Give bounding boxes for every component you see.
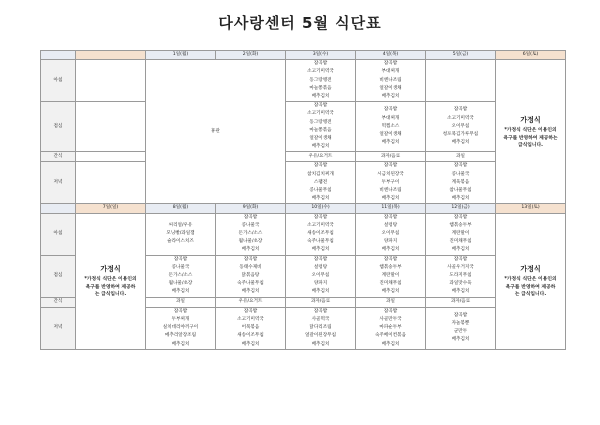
menu-item: *가정식 식단은 이용인의	[504, 277, 557, 283]
menu-cell	[286, 307, 356, 349]
day-header: 9일(화)	[216, 204, 286, 213]
menu-item: 청포묵김가루무침	[442, 131, 479, 137]
menu-item: 동그랑땡전	[309, 77, 332, 83]
day-header: 3일(수)	[286, 51, 356, 60]
home-meal-title: 가정식	[100, 265, 121, 274]
menu-item: 새송이조무침	[237, 333, 264, 339]
menu-item: 햄볶숭두부	[449, 222, 472, 228]
menu-item: 는 급식입니다.	[514, 292, 547, 298]
menu-item: 얼갈이생채	[379, 85, 402, 91]
menu-item: 배추김치	[451, 289, 470, 295]
empty-cell	[76, 60, 146, 102]
menu-item: 비엔나조림	[379, 77, 402, 83]
menu-item: 배추김치	[241, 289, 260, 295]
snack-cell: 과일	[426, 152, 496, 162]
menu-item: 설렁탕	[383, 222, 398, 228]
menu-item: 배추김치	[381, 247, 400, 253]
menu-cell	[426, 162, 496, 204]
menu-item: 진미채무침	[449, 239, 472, 245]
menu-item: 잡곡밥	[453, 312, 468, 318]
menu-item: 잡곡밥	[453, 256, 468, 262]
menu-item: 배추김치	[451, 337, 470, 343]
menu-item: 오이무침	[451, 123, 470, 129]
week1-snack-row	[41, 152, 566, 162]
home-meal-desc	[76, 276, 145, 299]
menu-item: 소고기미역국	[237, 316, 264, 322]
menu-item: 는 급식입니다.	[94, 292, 127, 298]
menu-cell	[426, 307, 496, 349]
day-header	[76, 51, 146, 60]
menu-item: 떡찜소스	[381, 123, 400, 129]
menu-cell	[216, 255, 286, 297]
home-meal-desc	[496, 276, 565, 299]
menu-item: 배추김치	[171, 341, 190, 347]
menu-item: 배추김치	[311, 196, 330, 202]
page-title: 다사랑센터 5월 식단표	[218, 14, 382, 32]
home-meal-note	[496, 60, 566, 204]
menu-item: 잡곡밥	[453, 107, 468, 113]
menu-item: 소고기미역국	[447, 115, 474, 121]
day-header: 6일(토)	[496, 51, 566, 60]
menu-cell	[356, 307, 426, 349]
corner-cell	[41, 204, 76, 213]
week1-dinner-row	[41, 162, 566, 204]
menu-item: 배추김치	[451, 196, 470, 202]
menu-cell	[426, 102, 496, 152]
menu-item: 마늘쫑볶음	[309, 85, 332, 91]
menu-item: 배추김치	[311, 341, 330, 347]
menu-item: 잡곡밥	[313, 308, 328, 314]
menu-item: 돈가스/소스	[168, 273, 193, 279]
menu-item: 잡곡밥	[383, 163, 398, 169]
menu-item: 동태수제비	[239, 264, 262, 270]
snack-cell: 우유/요거트	[286, 152, 356, 162]
menu-item: 배추김치	[311, 247, 330, 253]
menu-item: 배추김치	[241, 247, 260, 253]
menu-item: 스팸전	[313, 179, 328, 185]
menu-cell	[216, 307, 286, 349]
menu-item: 닭다리조림	[309, 325, 332, 331]
holiday-label: 휴관	[146, 60, 286, 204]
home-meal-note	[496, 213, 566, 349]
menu-item: 얼갈이생채	[309, 136, 332, 142]
snack-cell: 과일	[146, 297, 216, 307]
menu-item: 잡곡밥	[383, 61, 398, 67]
menu-item: 월나물/초장	[238, 239, 263, 245]
menu-item: 배추김치	[311, 144, 330, 150]
menu-item: 잡곡밥	[243, 308, 258, 314]
menu-item: 얼갈이생채	[379, 131, 402, 137]
menu-item: 잡곡밥	[313, 103, 328, 109]
week1-lunch-row	[41, 102, 566, 152]
menu-item: 잡곡밥	[313, 61, 328, 67]
menu-item: 사골우거지국	[447, 264, 474, 270]
menu-cell	[286, 213, 356, 255]
menu-item: 마늘쫑볶음	[309, 127, 332, 133]
menu-item: 잡곡밥	[313, 214, 328, 220]
menu-item: 콩나물국	[171, 264, 190, 270]
menu-item: 잡곡밥	[173, 256, 188, 262]
row-label-snack: 간식	[41, 152, 76, 162]
day-header: 12일(금)	[426, 204, 496, 213]
day-header: 2일(화)	[216, 51, 286, 60]
menu-item: 과일맛수육	[449, 281, 472, 287]
menu-item: 숙주나물무침	[237, 281, 264, 287]
menu-item: 새송이조무침	[307, 231, 334, 237]
menu-item: 오이무침	[311, 273, 330, 279]
menu-item: 배추김치	[381, 140, 400, 146]
menu-item: 닭볶음탕	[241, 273, 260, 279]
menu-item: 잡곡밥	[453, 163, 468, 169]
row-label-lunch: 점심	[41, 255, 76, 297]
menu-cell	[426, 213, 496, 255]
menu-item: 배추김치	[241, 341, 260, 347]
menu-item: 계육볶음	[451, 179, 470, 185]
menu-item: 동그랑땡전	[309, 119, 332, 125]
day-header: 5일(금)	[426, 51, 496, 60]
snack-cell: 우유/요거트	[216, 297, 286, 307]
menu-item: 배추김치	[381, 94, 400, 100]
menu-item: 시금치된장국	[377, 171, 404, 177]
day-header: 11일(목)	[356, 204, 426, 213]
menu-item: 배추김치	[381, 341, 400, 347]
menu-cell	[356, 213, 426, 255]
menu-item: 콩나물국	[451, 171, 470, 177]
menu-item: 실치데리야끼구이	[162, 325, 199, 331]
empty-cell	[76, 162, 146, 204]
menu-item: 배추김치	[451, 247, 470, 253]
menu-item: 햄볶숭두부	[379, 264, 402, 270]
menu-item: 메추리알장조림	[164, 333, 197, 339]
menu-cell	[146, 213, 216, 255]
home-meal-title: 가정식	[520, 116, 541, 125]
menu-item: 참치김치찌개	[307, 171, 334, 177]
menu-item: 어묵볶음	[241, 325, 260, 331]
menu-cell	[286, 60, 356, 102]
day-header: 10일(수)	[286, 204, 356, 213]
row-label-breakfast: 아침	[41, 213, 76, 255]
menu-item: 배추김치	[311, 94, 330, 100]
menu-cell	[426, 255, 496, 297]
day-header: 4일(목)	[356, 51, 426, 60]
menu-item: 월나물/초장	[168, 281, 193, 287]
menu-item: 배추김치	[451, 140, 470, 146]
menu-item: 잡곡밥	[313, 163, 328, 169]
menu-item: 참나물무침	[449, 188, 472, 194]
menu-item: 돈가스/소스	[238, 231, 263, 237]
menu-item: 콩나물국	[241, 222, 260, 228]
menu-item: 계란말이	[381, 273, 400, 279]
day-header: 13일(토)	[496, 204, 566, 213]
empty-cell	[76, 152, 146, 162]
menu-cell	[216, 213, 286, 255]
week1-header-row	[41, 51, 566, 60]
row-label-dinner: 저녁	[41, 162, 76, 204]
menu-cell	[286, 102, 356, 152]
menu-item: 숙주나물무침	[307, 239, 334, 245]
menu-item: 배추김치	[381, 196, 400, 202]
menu-item: 배추김치	[311, 289, 330, 295]
snack-cell: 과자/음료	[356, 152, 426, 162]
row-label-lunch: 점심	[41, 102, 76, 152]
menu-item: *가정식 식단은 이용인의	[84, 277, 137, 283]
menu-item: 두부구이	[381, 179, 400, 185]
menu-item: 욕구를 반영하여 제공하	[85, 284, 136, 290]
menu-cell	[356, 102, 426, 152]
day-header: 7일(일)	[76, 204, 146, 213]
menu-item: 잡곡밥	[243, 214, 258, 220]
row-label-dinner: 저녁	[41, 307, 76, 349]
menu-item: 양파지	[313, 281, 328, 287]
menu-item: 콩나물무침	[309, 188, 332, 194]
menu-item: 사골만두국	[379, 316, 402, 322]
menu-cell	[146, 255, 216, 297]
snack-cell: 과일	[356, 297, 426, 307]
week2-breakfast-row	[41, 213, 566, 255]
menu-item: 잡곡밥	[383, 256, 398, 262]
corner-cell	[41, 51, 76, 60]
menu-item: 소고기미역국	[307, 69, 334, 75]
menu-item: 비엔나조림	[379, 188, 402, 194]
menu-item: 진미채무침	[379, 281, 402, 287]
menu-item: 자놀볶뿐	[451, 320, 470, 326]
row-label-snack: 간식	[41, 297, 76, 307]
menu-item: 잡곡밥	[173, 308, 188, 314]
menu-item: 잡곡밥	[313, 256, 328, 262]
menu-item: 부대찌개	[381, 69, 400, 75]
row-label-breakfast: 아침	[41, 60, 76, 102]
menu-item: 부대찌개	[381, 115, 400, 121]
menu-item: 얼갈이된장무침	[304, 333, 337, 339]
menu-item: 잡곡밥	[383, 308, 398, 314]
snack-cell: 과자/음료	[426, 297, 496, 307]
menu-item: 소고기미역국	[307, 111, 334, 117]
menu-item: 두부찌개	[171, 316, 190, 322]
home-meal-desc	[496, 127, 565, 150]
menu-item: 소고기미역국	[307, 222, 334, 228]
menu-item: 잡곡밥	[383, 214, 398, 220]
menu-item: 모닝빵/과일잼	[166, 231, 195, 237]
menu-item: 계란말이	[451, 231, 470, 237]
menu-item: 욕구를 반영하여 제공하	[505, 284, 556, 290]
home-meal-note	[76, 213, 146, 349]
menu-cell	[286, 255, 356, 297]
menu-item: 설렁탕	[313, 264, 328, 270]
menu-item: 급식입니다.	[518, 143, 543, 149]
menu-item: *가정식 식단은 이용인의	[504, 128, 557, 134]
snack-cell: 과자/음료	[286, 297, 356, 307]
empty-cell	[76, 102, 146, 152]
meal-plan-table	[40, 50, 566, 350]
day-header: 1일(월)	[146, 51, 216, 60]
menu-item: 배추김치	[381, 289, 400, 295]
menu-item: 숙주베이컨볶음	[374, 333, 407, 339]
menu-item: 잡곡밥	[383, 107, 398, 113]
day-header: 8일(월)	[146, 204, 216, 213]
menu-item: 슬라이스치즈	[167, 239, 194, 245]
week1-breakfast-row	[41, 60, 566, 102]
week2-header-row	[41, 204, 566, 213]
menu-item: 도라지무침	[449, 273, 472, 279]
menu-item: 오이무침	[381, 231, 400, 237]
menu-cell	[356, 162, 426, 204]
menu-item: 사골떡국	[311, 316, 330, 322]
menu-item: 배추김치	[171, 289, 190, 295]
menu-cell	[356, 60, 426, 102]
menu-item: 잡곡밥	[453, 214, 468, 220]
menu-cell	[146, 307, 216, 349]
menu-item: 군만두	[453, 329, 468, 335]
menu-cell	[356, 255, 426, 297]
menu-cell	[286, 162, 356, 204]
home-meal-title: 가정식	[520, 265, 541, 274]
empty-cell	[426, 60, 496, 102]
menu-item: 씨리얼/우유	[168, 222, 193, 228]
menu-item: 욕구를 반영하여 제공하는	[503, 135, 558, 141]
menu-item: 마파순두부	[379, 325, 402, 331]
menu-item: 잡곡밥	[243, 256, 258, 262]
menu-item: 양파지	[383, 239, 398, 245]
